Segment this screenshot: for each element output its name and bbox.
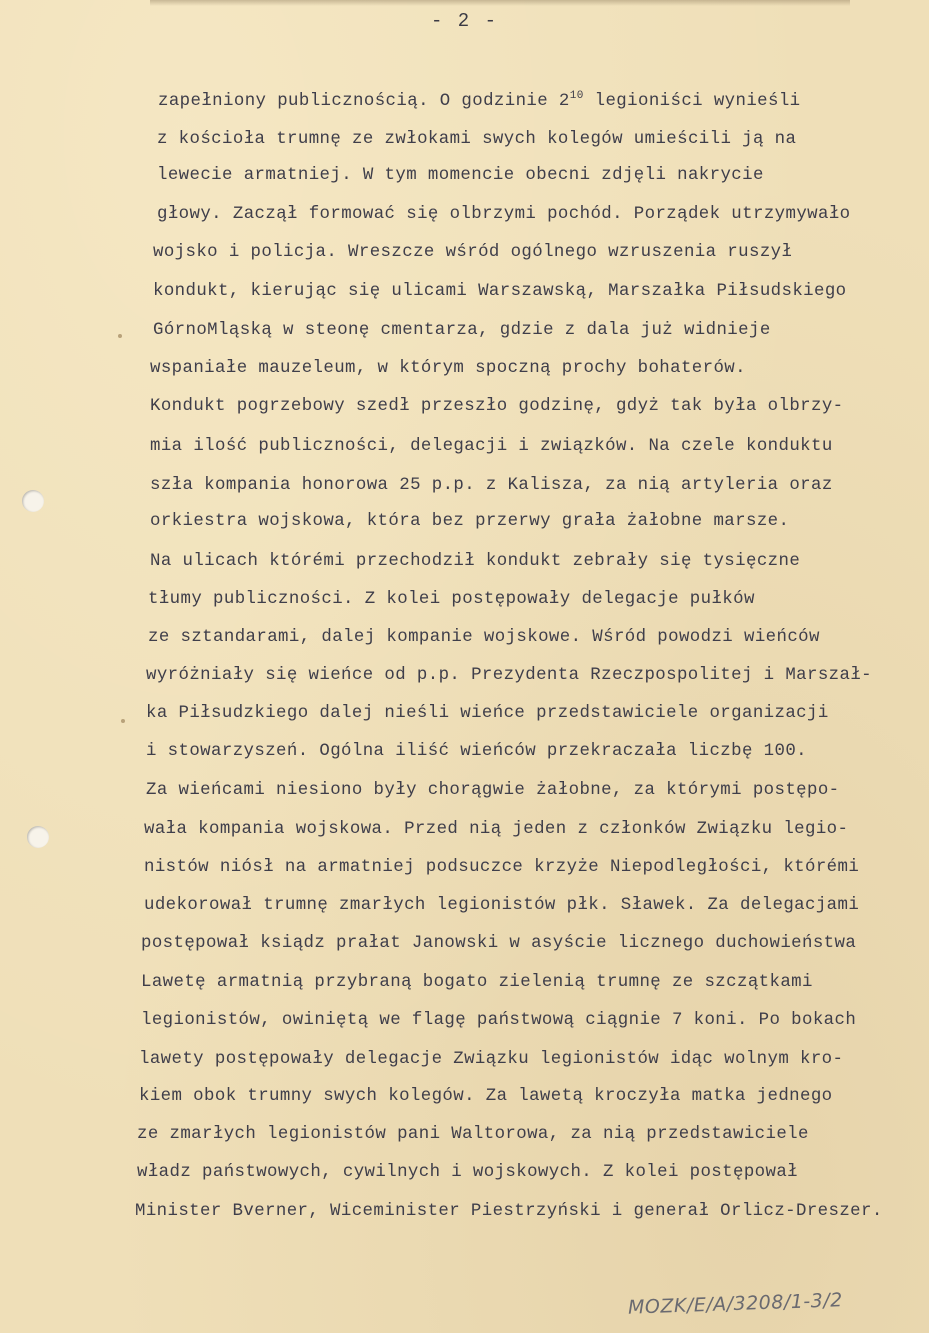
text-line: wojsko i policja. Wreszcze wśród ogólnego wzruszenia ruszył [153,243,793,262]
text-line: Za wieńcami niesiono były chorągwie żałobne, za którymi postępo- [146,781,840,800]
text-segment: zapełniony publicznością. O godzinie 2 [158,92,570,111]
text-line: i stowarzyszeń. Ogólna iliść wieńców przekraczała liczbę 100. [146,742,808,761]
text-line: orkiestra wojskowa, która bez przerwy grała żałobne marsze. [150,512,790,531]
text-line: kondukt, kierując się ulicami Warszawską, Marszałka Piłsudskiego [153,282,847,301]
text-line: tłumy publiczności. Z kolei postępowały delegacje pułków [148,590,755,609]
text-line: Na ulicach którémi przechodził kondukt zebrały się tysięczne [150,552,801,571]
text-line: kiem obok trumny swych kolegów. Za lawetą kroczyła matka jednego [139,1087,833,1106]
text-line: władz państwowych, cywilnych i wojskowych. Z kolei postępował [137,1163,799,1182]
text-line: Kondukt pogrzebowy szedł przeszło godzinę, gdyż tak była olbrzy- [150,397,844,416]
text-line: z kościoła trumnę ze zwłokami swych kolegów umieścili ją na [157,130,797,149]
scan-edge-shadow [150,0,850,6]
text-line: legionistów, owiniętą we flagę państwową ciągnie 7 koni. Po bokach [141,1011,857,1030]
text-line: Lawetę armatnią przybraną bogato zielenią trumnę ze szczątkami [141,973,813,992]
text-line: lewecie armatniej. W tym momencie obecni zdjęli nakrycie [157,166,764,185]
text-line: wała kompania wojskowa. Przed nią jeden z członków Związku legio- [144,820,849,839]
text-line: GórnoMląską w steonę cmentarza, gdzie z dala już widnieje [153,321,771,340]
text-line [158,90,801,111]
text-line: ze zmarłych legionistów pani Waltorowa, za nią przedstawiciele [137,1125,809,1144]
text-line: ze sztandarami, dalej kompanie wojskowe. Wśród powodzi wieńców [148,628,820,647]
text-line: Minister Bverner, Wiceminister Piestrzyński i generał Orlicz-Dreszer. [135,1202,883,1221]
text-line: wyróżniały się wieńce od p.p. Prezydenta Rzeczpospolitej i Marszał- [146,666,873,685]
text-segment: legioniści wynieśli [583,92,801,111]
text-line: głowy. Zaczął formować się olbrzymi pochód. Porządek utrzymywało [157,205,851,224]
text-line: szła kompania honorowa 25 p.p. z Kalisza, za nią artyleria oraz [150,476,833,495]
text-line: wspaniałe mauzeleum, w którym spoczną prochy bohaterów. [150,359,746,378]
text-line: mia ilość publiczności, delegacji i związków. Na czele konduktu [150,437,833,456]
punch-hole-bottom [27,826,49,848]
archive-reference: MOZK/E/A/3208/1-3/2 [627,1289,844,1319]
text-line: udekorował trumnę zmarłych legionistów płk. Sławek. Za delegacjami [144,896,860,915]
text-line: nistów niósł na armatniej podsuczce krzyże Niepodległości, którémi [144,858,860,877]
punch-hole-top [22,490,44,512]
text-line: ka Piłsudzkiego dalej nieśli wieńce przedstawiciele organizacji [146,704,829,723]
speck [118,334,122,338]
text-line: lawety postępowały delegacje Związku legionistów idąc wolnym kro- [139,1050,844,1069]
time-superscript: 10 [569,90,584,102]
page-number: - 2 - [430,10,498,32]
speck [121,719,125,723]
text-line: postępował ksiądz prałat Janowski w asyście licznego duchowieństwa [141,934,857,953]
